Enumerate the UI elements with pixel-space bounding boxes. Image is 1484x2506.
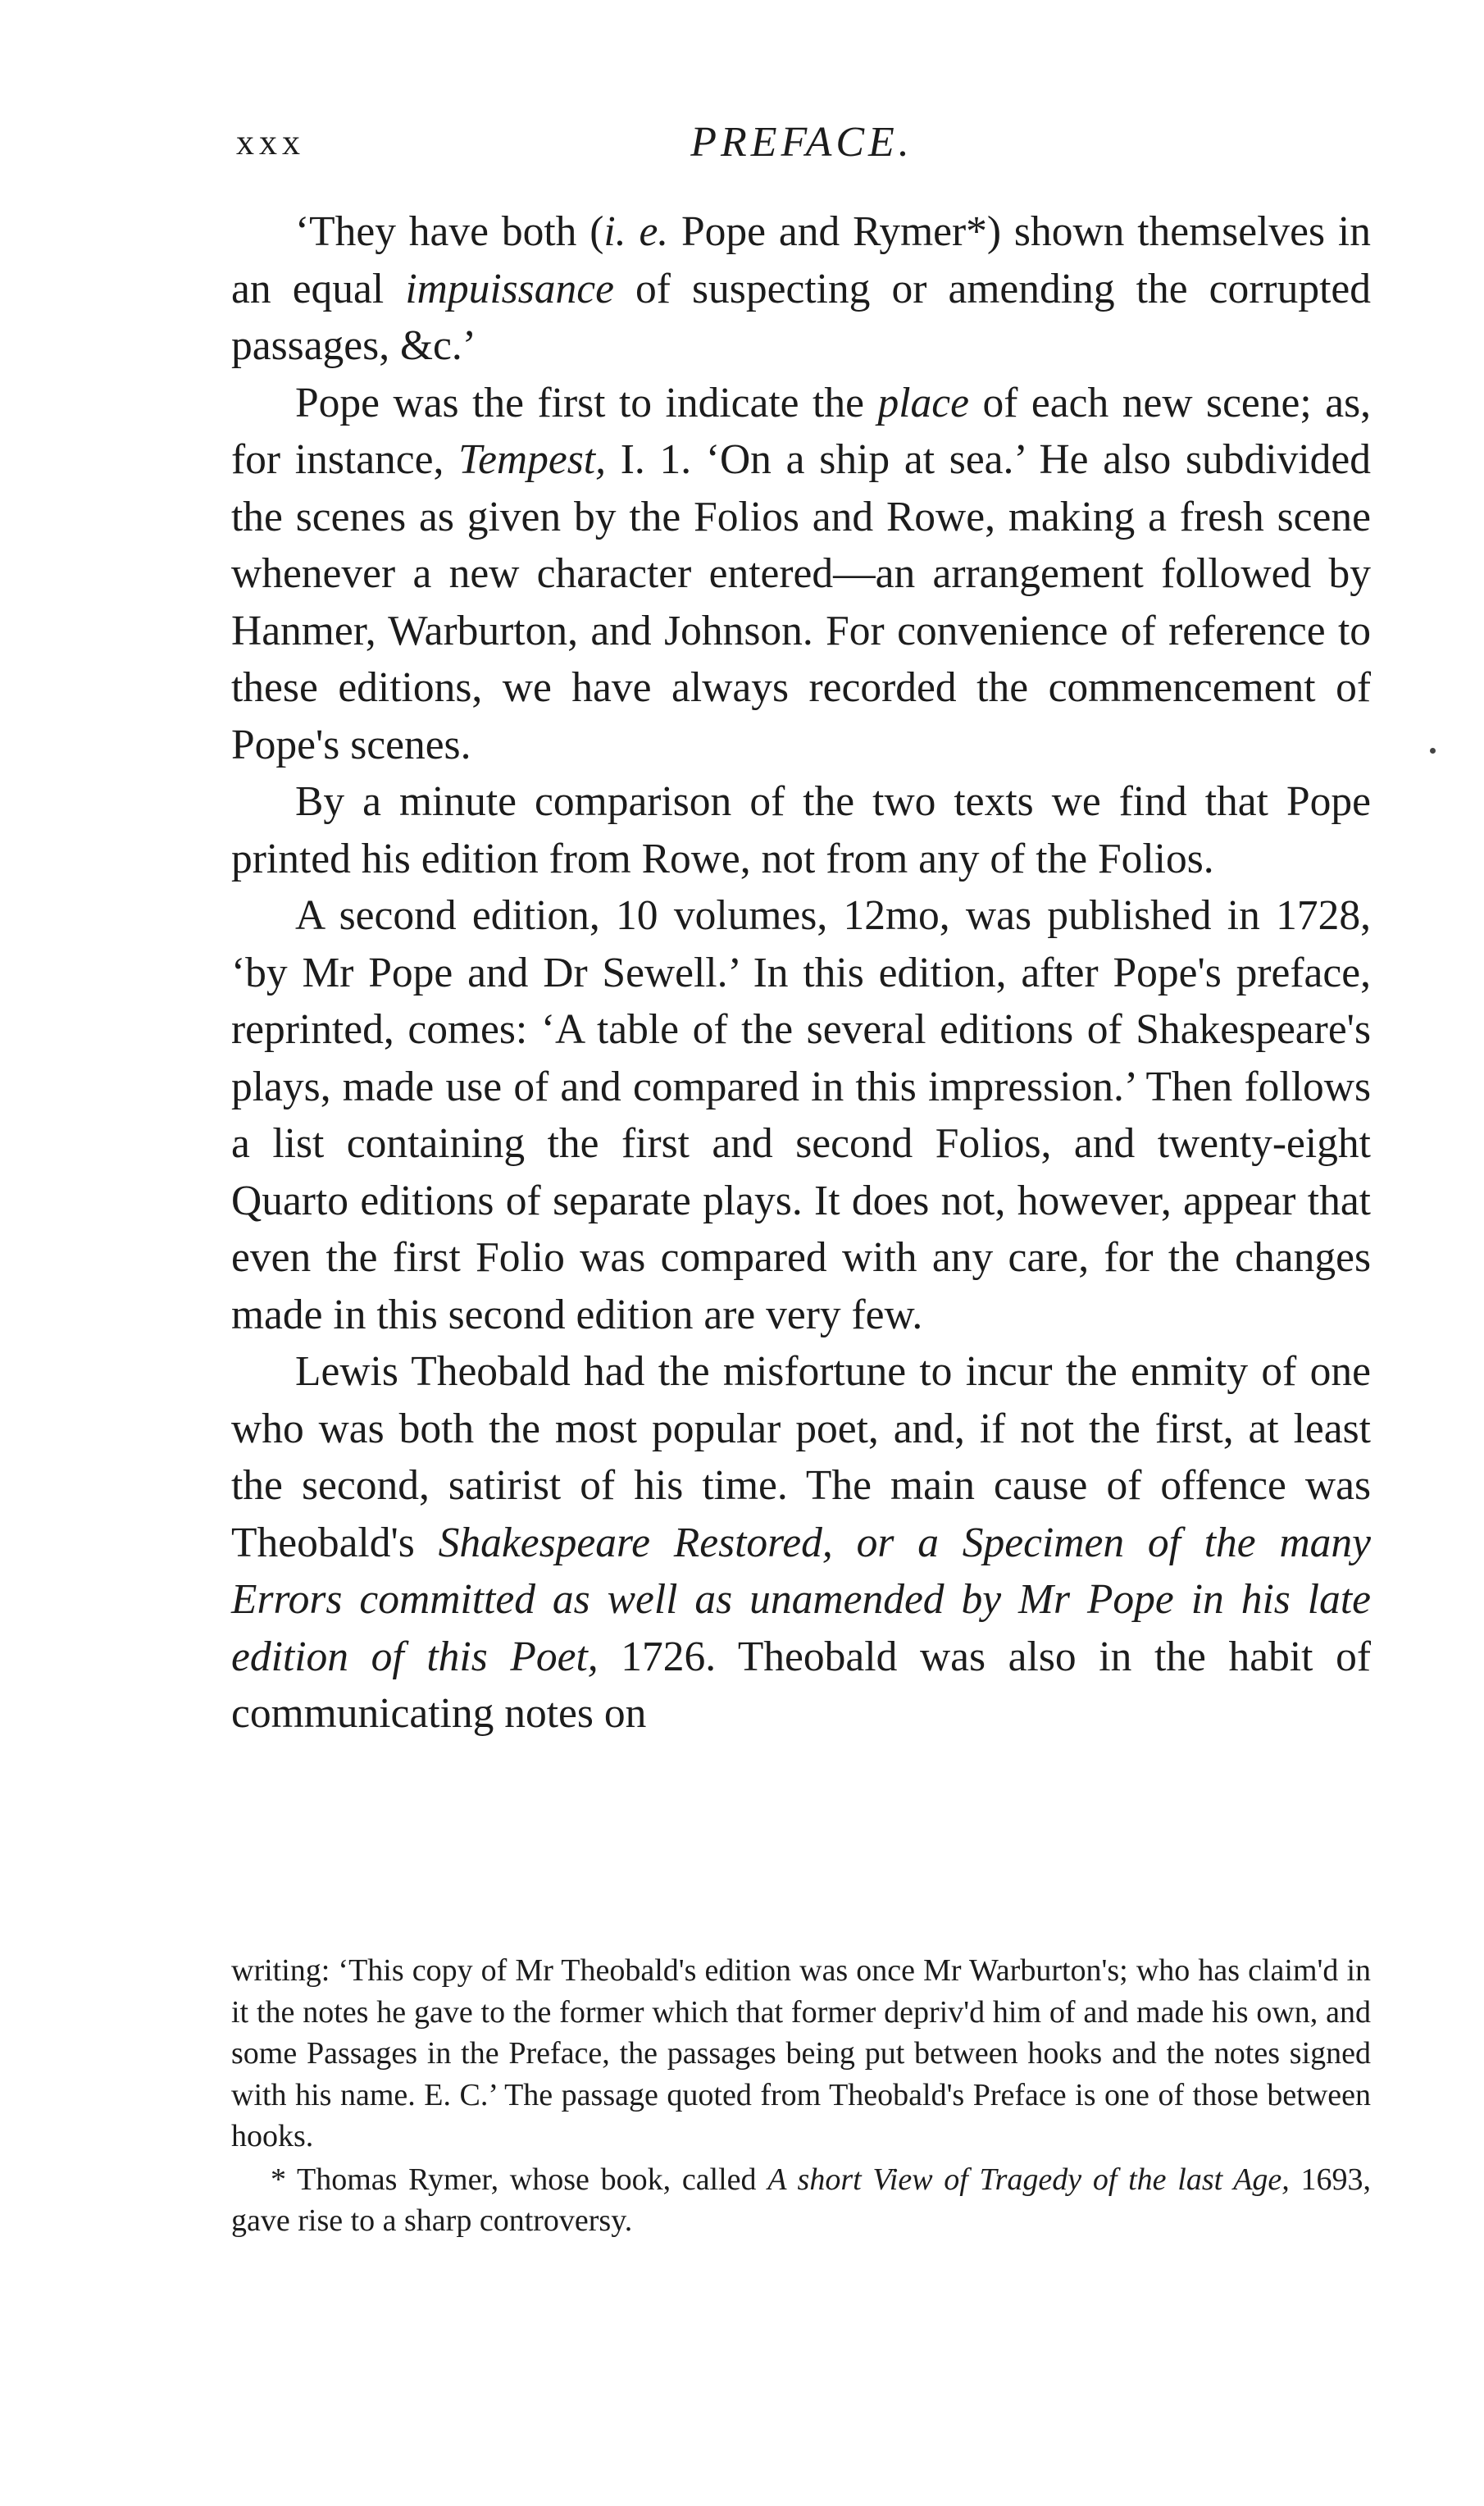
text-run: 1693, gave rise to a sharp controversy. (231, 2162, 1372, 2238)
paragraph-2 (231, 375, 1371, 774)
text-run: 1726. Theobald was also in the habit of communicating notes on (231, 1633, 1372, 1737)
footnote-continuation: writing: ‘This copy of Mr Theobald's edition was once Mr Warburton's; who has claim'd in it the notes he gave to the former which that former depriv'd him of and made his own, and some Passages in the Preface, the passages being put between hooks and the notes signed with his name. E. C.’ The passage quoted from Theobald's Preface is one of those between hooks. (231, 1953, 1371, 2153)
stray-ink-dot (1430, 748, 1436, 754)
paragraph-3: By a minute comparison of the two texts we find that Pope printed his edition from Rowe, not from any of the Folios. (231, 778, 1371, 882)
italic-run: A short View of Tragedy of the last Age, (767, 2162, 1290, 2197)
text-run: Pope and Rymer*) shown themselves in an equal (231, 208, 1371, 312)
text-run: I. 1. ‘On a ship at sea.’ He also subdivided the scenes as given by the Folios and Rowe, making a fresh scene whenever a new character entered—an arrangement followed by Hanmer, Warburton, and Johnson. For convenience of reference to these editions, we have always recorded the commencement of Pope's scenes. (231, 436, 1371, 768)
text-run: Lewis Theobald had the misfortune to incur the enmity of one who was both the most popular poet, and, if not the first, at least the second, satirist of his time. The main cause of offence was Theobald's (231, 1348, 1371, 1566)
text-run: ‘They have both ( (295, 208, 604, 255)
footnote-rymer (231, 2159, 1371, 2242)
paragraph-1 (231, 203, 1371, 375)
paragraph-4: A second edition, 10 volumes, 12mo, was published in 1728, ‘by Mr Pope and Dr Sewell.’ In this edition, after Pope's preface, reprinted, comes: ‘A table of the several editions of Shakespeare's plays, made use of and compared in this impression.’ Then follows a list containing the first and second Folios, and twenty-eight Quarto editions of separate plays. It does not, however, appear that even the first Folio was compared with any care, for the changes made in this second edition are very few. (231, 892, 1371, 1338)
italic-run: i. e. (603, 208, 669, 255)
italic-run: place (877, 379, 969, 426)
text-run: of each new scene; as, for instance, (231, 379, 1371, 483)
text-run: of suspecting or amending the corrupted passages, &c.’ (231, 265, 1371, 369)
footnotes (231, 1950, 1371, 2244)
page-header (236, 121, 1368, 179)
main-text (231, 203, 1371, 1743)
italic-run: Tempest, (458, 436, 606, 483)
text-run: Pope was the first to indicate the (295, 379, 878, 426)
running-title: PREFACE. (690, 119, 913, 166)
italic-run: Shakespeare Restored, or a Specimen of the many Errors committed as well as unamended by Mr Pope in his late edition of this Poet, (231, 1519, 1371, 1680)
page-number: xxx (236, 122, 305, 162)
paragraph-5 (231, 1343, 1371, 1743)
italic-run: impuissance (405, 265, 614, 312)
text-run: * Thomas Rymer, whose book, called (271, 2162, 768, 2197)
